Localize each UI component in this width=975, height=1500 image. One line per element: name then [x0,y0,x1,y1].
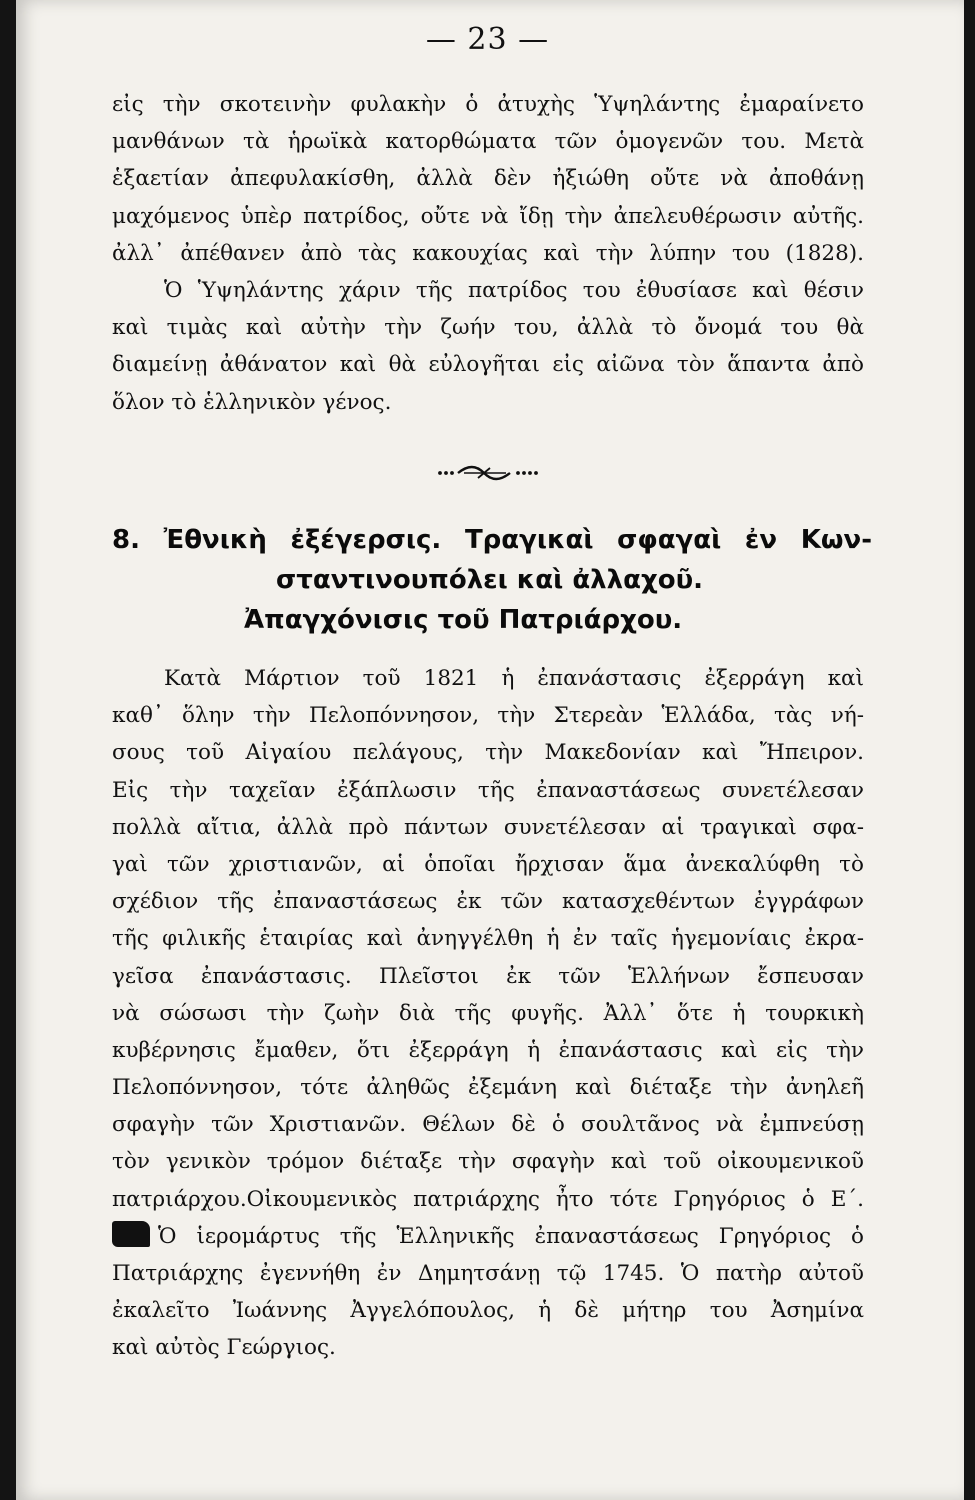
text-line [112,1218,864,1255]
section-title-line-2: σταντινουπόλει καὶ ἀλλαχοῦ. [276,565,704,595]
text-line: γαὶ τῶν χριστιανῶν, αἱ ὁποῖαι ἤρχισαν ἅμα ἀνεκαλύφθη τὸ [112,851,864,877]
section-divider-ornament [434,462,542,484]
text-line: διαμείνῃ ἀθάνατον καὶ θὰ εὐλογῆται εἰς αἰῶνα τὸν ἅπαντα ἀπὸ [112,352,864,378]
text-line: σους τοῦ Αἰγαίου πελάγους, τὴν Μακεδονίαν καὶ Ἤπειρον. [112,740,864,766]
text-line: καὶ τιμὰς καὶ αὐτὴν τὴν ζωήν του, ἀλλὰ τὸ ὄνομά του θὰ [112,315,864,341]
text-line: Ὁ Ὑψηλάντης χάριν τῆς πατρίδος του ἐθυσίασε καὶ θέσιν [164,277,864,303]
text-line: μαχόμενος ὑπὲρ πατρίδος, οὔτε νὰ ἴδῃ τὴν ἀπελευθέρωσιν αὐτῆς. [112,203,864,229]
text-line-content: Ὁ ἱερομάρτυς τῆς Ἑλληνικῆς ἐπαναστάσεως Γρηγόριος ὁ [158,1223,864,1249]
text-line: Πατριάρχης ἐγεννήθη ἐν Δημητσάνῃ τῷ 1745. Ὁ πατὴρ αὐτοῦ [112,1261,864,1286]
ink-blot-mark [112,1221,150,1247]
section-title-line-1: 8. Ἐθνικὴ ἐξέγερσις. Τραγικαὶ σφαγαὶ ἐν Κων- [112,525,872,555]
paragraph-1 [112,86,864,421]
text-line: νὰ σώσωσι τὴν ζωὴν διὰ τῆς φυγῆς. Ἀλλ᾽ ὅτε ἡ τουρκικὴ [112,1000,864,1026]
text-line: ἐκαλεῖτο Ἰωάννης Ἀγγελόπουλος, ἡ δὲ μήτηρ του Ἀσημίνα [112,1298,864,1324]
text-line: πολλὰ αἴτια, ἀλλὰ πρὸ πάντων συνετέλεσαν αἱ τραγικαὶ σφα- [112,814,864,840]
text-line: σφαγὴν τῶν Χριστιανῶν. Θέλων δὲ ὁ σουλτᾶνος νὰ ἐμπνεύσῃ [112,1112,864,1138]
text-line: καὶ αὐτὸς Γεώργιος. [112,1335,336,1361]
text-line: ἀλλ᾽ ἀπέθανεν ἀπὸ τὰς κακουχίας καὶ τὴν λύπην του (1828). [112,240,864,266]
text-line: τὸν γενικὸν τρόμον διέταξε τὴν σφαγὴν καὶ τοῦ οἰκουμενικοῦ [112,1149,864,1175]
section-heading [112,520,872,640]
text-line: σχέδιον τῆς ἐπαναστάσεως ἐκ τῶν κατασχεθέντων ἐγγράφων [112,889,864,915]
text-line: γεῖσα ἐπανάστασις. Πλεῖστοι ἐκ τῶν Ἑλλήνων ἔσπευσαν [112,963,864,989]
text-line: εἰς τὴν σκοτεινὴν φυλακὴν ὁ ἀτυχὴς Ὑψηλάντης ἐμαραίνετο [112,92,864,117]
text-line: κυβέρνησις ἔμαθεν, ὅτι ἐξερράγη ἡ ἐπανάστασις καὶ εἰς τὴν [112,1037,864,1063]
text-line: Πελοπόννησον, τότε ἀληθῶς ἐξεμάνη καὶ διέταξε τὴν ἀνηλεῆ [112,1075,864,1101]
paragraph-2 [112,660,864,1367]
text-line: ὅλον τὸ ἑλληνικὸν γένος. [112,389,392,415]
text-line: τῆς φιλικῆς ἑταιρίας καὶ ἀνηγγέλθη ἡ ἐν ταῖς ἡγεμονίαις ἐκρα- [112,926,864,952]
text-line: Κατὰ Μάρτιον τοῦ 1821 ἡ ἐπανάστασις ἐξερράγη καὶ [164,666,864,691]
page-number: — 23 — [425,22,550,57]
text-line: μανθάνων τὰ ἡρωϊκὰ κατορθώματα τῶν ὁμογενῶν του. Μετὰ [112,129,864,155]
text-line: πατριάρχου.Οἰκουμενικὸς πατριάρχης ἦτο τότε Γρηγόριος ὁ Ε΄. [112,1186,864,1212]
text-line: ἑξαετίαν ἀπεφυλακίσθη, ἀλλὰ δὲν ἠξιώθη οὔτε νὰ ἀποθάνῃ [112,166,864,192]
text-line: Εἰς τὴν ταχεῖαν ἐξάπλωσιν τῆς ἐπαναστάσεως συνετέλεσαν [112,777,864,803]
text-line: καθ᾽ ὅλην τὴν Πελοπόννησον, τὴν Στερεὰν Ἑλλάδα, τὰς νή- [112,703,864,729]
section-subtitle: Ἀπαγχόνισις τοῦ Πατριάρχου. [244,605,683,635]
